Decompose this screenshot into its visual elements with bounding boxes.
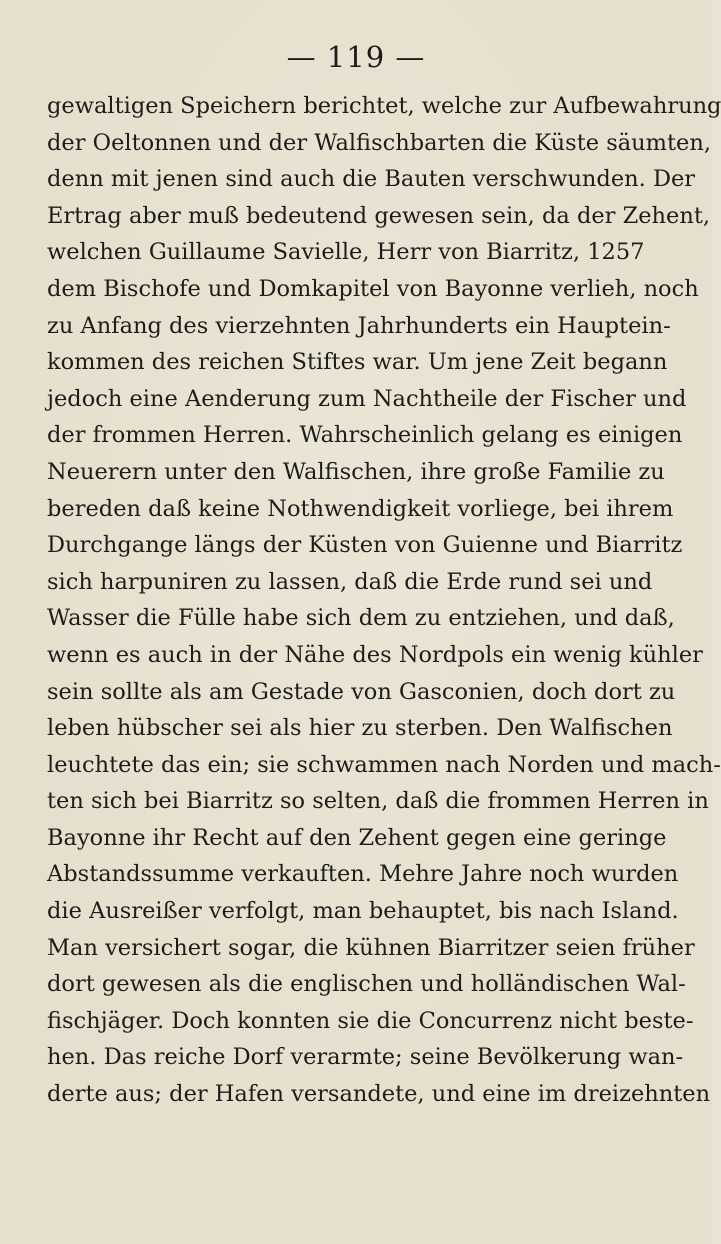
text-line: Durchgange längs der Küsten von Guienne und Biarritz <box>47 532 683 559</box>
text-line: leuchtete das ein; sie schwammen nach Norden und mach- <box>47 751 721 778</box>
text-line: hen. Das reiche Dorf verarmte; seine Bevölkerung wan- <box>47 1044 684 1071</box>
text-line: Wasser die Fülle habe sich dem zu entziehen, und daß, <box>47 605 675 632</box>
text-line: sich harpuniren zu lassen, daß die Erde rund sei und <box>47 568 653 595</box>
text-line: Neuerern unter den Walfischen, ihre große Familie zu <box>47 458 665 485</box>
text-line: denn mit jenen sind auch die Bauten verschwunden. Der <box>47 166 696 193</box>
text-line: Bayonne ihr Recht auf den Zehent gegen eine geringe <box>47 824 667 851</box>
text-line: zu Anfang des vierzehnten Jahrhunderts ein Hauptein- <box>47 312 671 339</box>
body-text <box>47 88 721 1113</box>
text-line: fischjäger. Doch konnten sie die Concurrenz nicht beste- <box>47 1007 694 1034</box>
text-line: wenn es auch in der Nähe des Nordpols ein wenig kühler <box>47 641 703 668</box>
text-line: der Oeltonnen und der Walfischbarten die Küste säumten, <box>47 129 711 156</box>
text-line: Man versichert sogar, die kühnen Biarritzer seien früher <box>47 934 695 961</box>
text-line: kommen des reichen Stiftes war. Um jene Zeit begann <box>47 349 668 376</box>
text-line: leben hübscher sei als hier zu sterben. Den Walfischen <box>47 715 673 742</box>
text-line: gewaltigen Speichern berichtet, welche zur Aufbewahrung <box>47 93 721 119</box>
text-line: der frommen Herren. Wahrscheinlich gelang es einigen <box>47 422 683 449</box>
text-line: dort gewesen als die englischen und holländischen Wal- <box>47 971 686 998</box>
text-line: bereden daß keine Nothwendigkeit vorliege, bei ihrem <box>47 495 674 522</box>
text-line: die Ausreißer verfolgt, man behauptet, bis nach Island. <box>47 898 679 925</box>
text-line: dem Bischofe und Domkapitel von Bayonne verlieh, noch <box>47 275 699 302</box>
text-line: ten sich bei Biarritz so selten, daß die frommen Herren in <box>47 788 709 815</box>
text-line: derte aus; der Hafen versandete, und eine im dreizehnten <box>47 1081 711 1108</box>
text-line: sein sollte als am Gestade von Gasconien, doch dort zu <box>47 678 676 705</box>
page-number: — 119 — <box>286 40 426 74</box>
text-line: Abstandssumme verkauften. Mehre Jahre noch wurden <box>47 861 679 888</box>
text-line: welchen Guillaume Savielle, Herr von Biarritz, 1257 <box>47 239 645 266</box>
text-line: jedoch eine Aenderung zum Nachtheile der Fischer und <box>47 385 687 412</box>
text-line: Ertrag aber muß bedeutend gewesen sein, da der Zehent, <box>47 202 711 229</box>
